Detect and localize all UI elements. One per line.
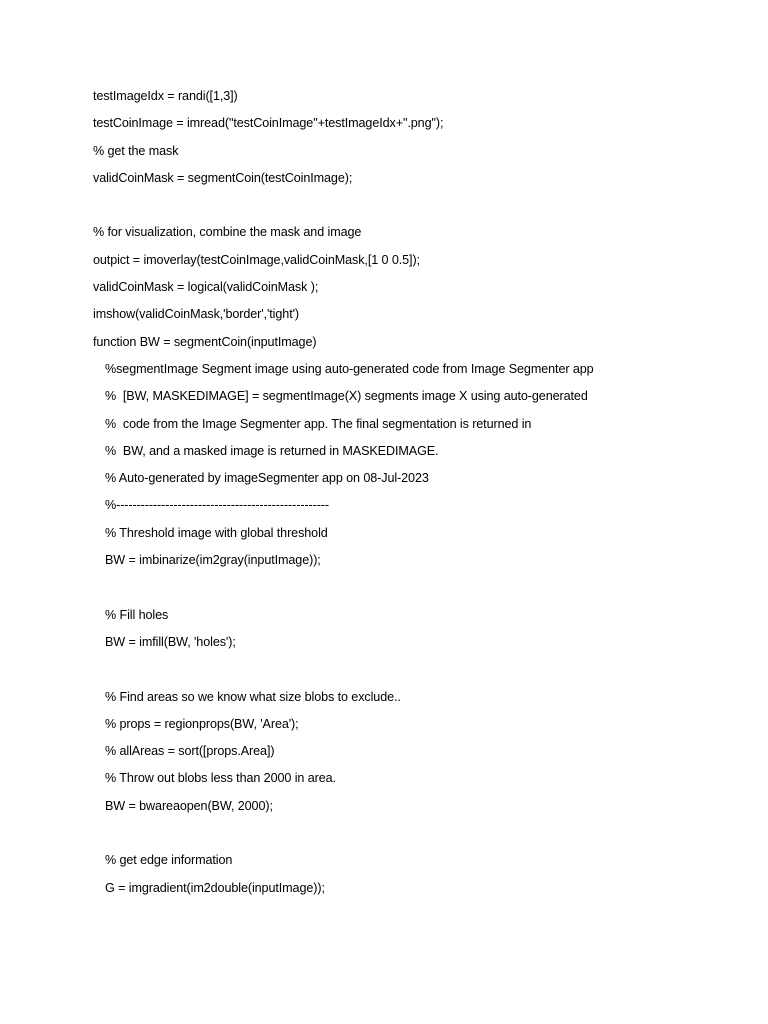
blank-line: [93, 659, 733, 686]
code-line: % allAreas = sort([props.Area]): [105, 744, 275, 759]
code-line: % [BW, MASKEDIMAGE] = segmentImage(X) segments image X using auto-generated: [105, 389, 588, 404]
code-line: validCoinMask = logical(validCoinMask );: [93, 280, 319, 295]
code-line: % Auto-generated by imageSegmenter app on 08-Jul-2023: [105, 471, 429, 486]
code-line: BW = imfill(BW, 'holes');: [105, 634, 236, 649]
code-line: BW = imbinarize(im2gray(inputImage));: [105, 553, 321, 568]
code-line: testImageIdx = randi([1,3]): [93, 89, 238, 103]
code-line: % Fill holes: [105, 607, 169, 622]
code-listing: [93, 86, 733, 905]
code-line: imshow(validCoinMask,'border','tight'): [93, 307, 299, 322]
code-line: % code from the Image Segmenter app. The final segmentation is returned in: [105, 416, 532, 431]
code-line: BW = bwareaopen(BW, 2000);: [105, 798, 273, 813]
code-line: % Throw out blobs less than 2000 in area.: [105, 771, 336, 786]
code-line: % get the mask: [93, 143, 179, 158]
code-line: % get edge information: [105, 853, 233, 868]
code-line: % for visualization, combine the mask and image: [93, 225, 362, 240]
code-line: testCoinImage = imread("testCoinImage"+testImageIdx+".png");: [93, 116, 444, 131]
code-line: % Find areas so we know what size blobs to exclude..: [105, 689, 401, 704]
code-line: function BW = segmentCoin(inputImage): [93, 334, 317, 349]
code-line: G = imgradient(im2double(inputImage));: [105, 880, 325, 895]
blank-line: [93, 823, 733, 850]
blank-line: [93, 577, 733, 604]
code-line: % Threshold image with global threshold: [105, 525, 328, 540]
code-line: outpict = imoverlay(testCoinImage,validCoinMask,[1 0 0.5]);: [93, 252, 420, 267]
code-line: validCoinMask = segmentCoin(testCoinImage);: [93, 170, 353, 185]
blank-line: [93, 195, 733, 222]
code-line: %segmentImage Segment image using auto-generated code from Image Segmenter app: [105, 361, 594, 376]
code-line: % BW, and a masked image is returned in MASKEDIMAGE.: [105, 443, 439, 458]
code-line: % props = regionprops(BW, 'Area');: [105, 716, 299, 731]
code-line: %----------------------------------------------------: [105, 498, 329, 513]
